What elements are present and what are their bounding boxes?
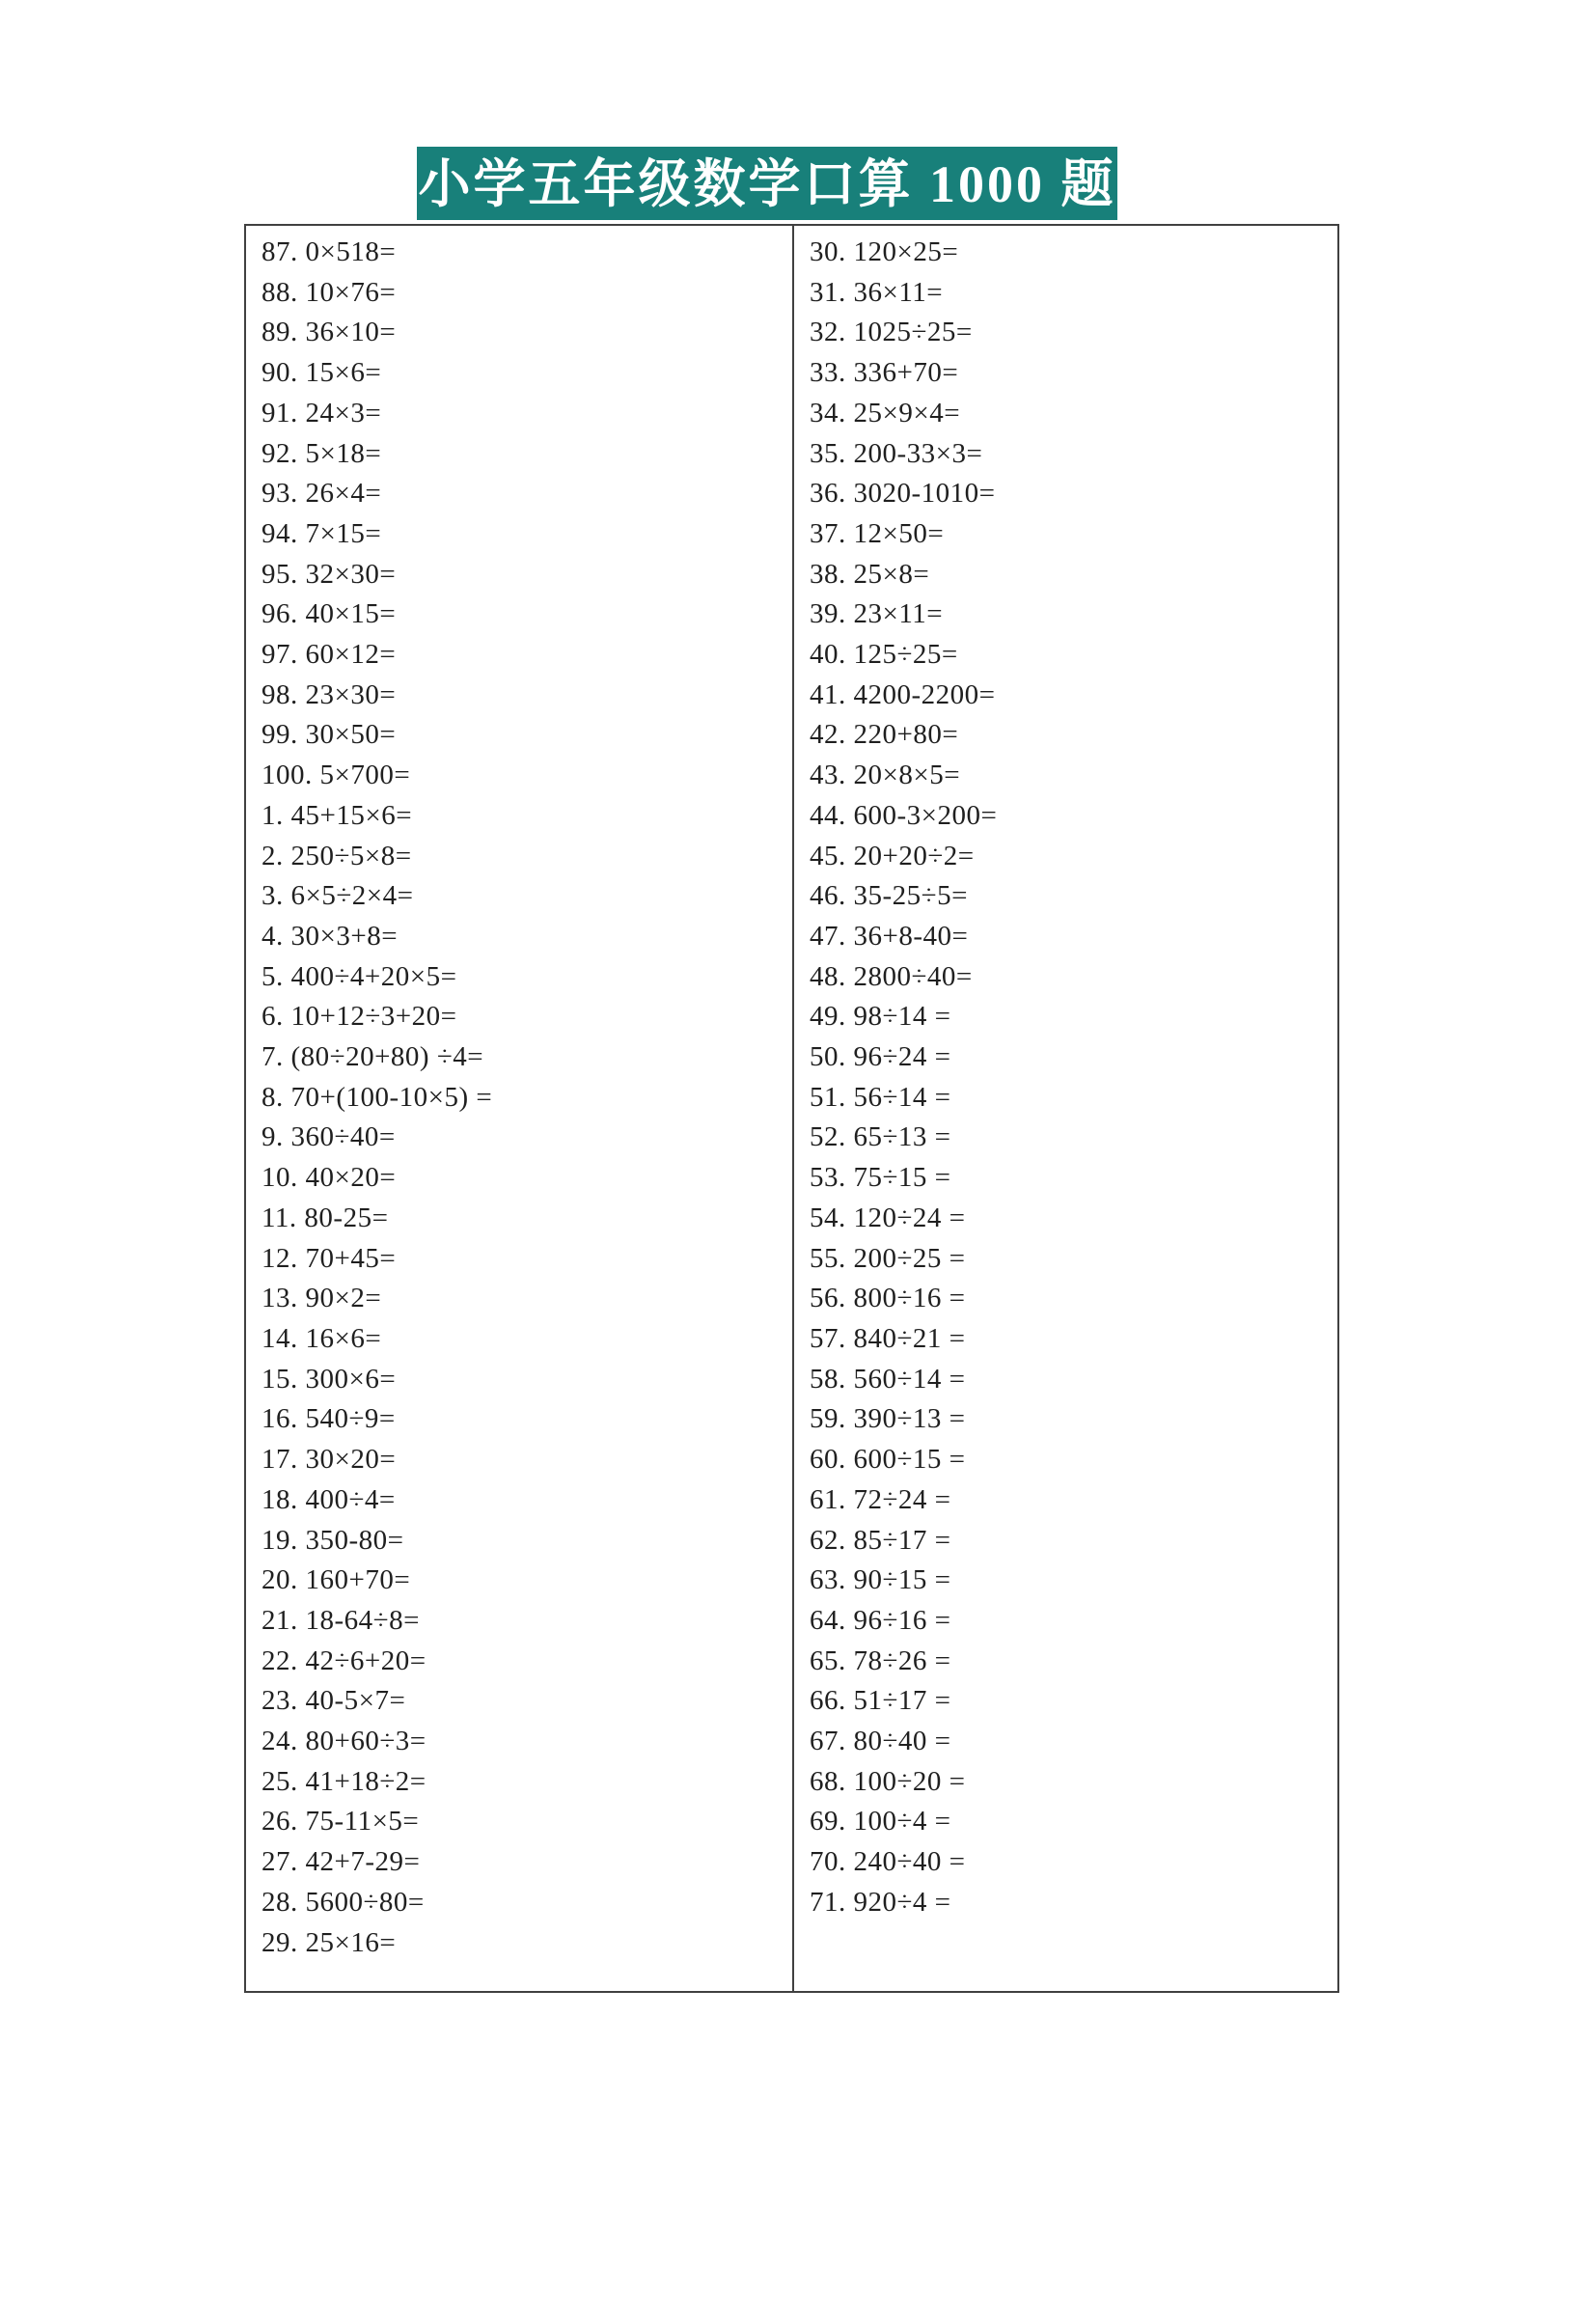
problem-item: 50. 96÷24 = — [810, 1041, 951, 1073]
problem-item: 16. 540÷9= — [261, 1403, 396, 1435]
problem-item: 71. 920÷4 = — [810, 1886, 951, 1918]
problem-item: 89. 36×10= — [261, 317, 397, 348]
problem-column-right — [792, 226, 1337, 1991]
problem-item: 56. 800÷16 = — [810, 1283, 966, 1314]
problem-item: 5. 400÷4+20×5= — [261, 960, 457, 992]
problem-item: 55. 200÷25 = — [810, 1242, 966, 1274]
problem-item: 28. 5600÷80= — [261, 1886, 425, 1918]
problem-item: 88. 10×76= — [261, 276, 397, 308]
problem-item: 23. 40-5×7= — [261, 1685, 406, 1717]
problem-item: 61. 72÷24 = — [810, 1483, 951, 1515]
problem-item: 91. 24×3= — [261, 397, 382, 428]
problem-item: 9. 360÷40= — [261, 1121, 396, 1153]
problem-item: 45. 20+20÷2= — [810, 840, 975, 871]
problem-item: 3. 6×5÷2×4= — [261, 880, 414, 912]
problem-item: 87. 0×518= — [261, 236, 397, 267]
problem-item: 10. 40×20= — [261, 1162, 397, 1194]
problem-item: 25. 41+18÷2= — [261, 1765, 427, 1797]
problem-item: 57. 840÷21 = — [810, 1322, 966, 1354]
problem-item: 12. 70+45= — [261, 1242, 397, 1274]
problem-item: 63. 90÷15 = — [810, 1564, 951, 1596]
problem-item: 47. 36+8-40= — [810, 920, 969, 952]
problem-item: 65. 78÷26 = — [810, 1644, 951, 1676]
problem-item: 32. 1025÷25= — [810, 317, 973, 348]
problem-item: 31. 36×11= — [810, 276, 944, 308]
problem-item: 93. 26×4= — [261, 478, 382, 510]
problem-item: 26. 75-11×5= — [261, 1806, 420, 1837]
problem-item: 38. 25×8= — [810, 558, 930, 590]
problem-item: 98. 23×30= — [261, 678, 397, 710]
problem-item: 11. 80-25= — [261, 1202, 389, 1233]
problem-item: 60. 600÷15 = — [810, 1444, 966, 1476]
problem-item: 6. 10+12÷3+20= — [261, 1001, 457, 1033]
problem-item: 43. 20×8×5= — [810, 760, 961, 791]
problem-item: 66. 51÷17 = — [810, 1685, 951, 1717]
problem-item: 37. 12×50= — [810, 517, 945, 549]
problem-item: 27. 42+7-29= — [261, 1846, 421, 1878]
problem-table — [244, 224, 1339, 1993]
page-title: 小学五年级数学口算 1000 题 — [417, 147, 1117, 220]
problem-item: 48. 2800÷40= — [810, 960, 973, 992]
problem-item: 58. 560÷14 = — [810, 1363, 966, 1395]
problem-item: 8. 70+(100-10×5) = — [261, 1081, 493, 1113]
problem-item: 46. 35-25÷5= — [810, 880, 968, 912]
problem-item: 95. 32×30= — [261, 558, 397, 590]
problem-item: 70. 240÷40 = — [810, 1846, 966, 1878]
problem-item: 49. 98÷14 = — [810, 1001, 951, 1033]
problem-item: 41. 4200-2200= — [810, 678, 996, 710]
problem-item: 42. 220+80= — [810, 719, 959, 751]
problem-item: 20. 160+70= — [261, 1564, 411, 1596]
problem-item: 94. 7×15= — [261, 517, 382, 549]
problem-item: 100. 5×700= — [261, 760, 411, 791]
problem-item: 90. 15×6= — [261, 357, 382, 389]
problem-item: 59. 390÷13 = — [810, 1403, 966, 1435]
problem-item: 19. 350-80= — [261, 1524, 404, 1556]
problem-item: 68. 100÷20 = — [810, 1765, 966, 1797]
problem-item: 29. 25×16= — [261, 1926, 397, 1958]
problem-item: 67. 80÷40 = — [810, 1726, 951, 1757]
problem-item: 39. 23×11= — [810, 598, 944, 630]
problem-item: 1. 45+15×6= — [261, 799, 413, 831]
problem-item: 2. 250÷5×8= — [261, 840, 412, 871]
problem-item: 97. 60×12= — [261, 639, 397, 671]
problem-item: 7. (80÷20+80) ÷4= — [261, 1041, 484, 1073]
problem-item: 17. 30×20= — [261, 1444, 397, 1476]
problem-item: 4. 30×3+8= — [261, 920, 399, 952]
problem-item: 24. 80+60÷3= — [261, 1726, 427, 1757]
problem-item: 53. 75÷15 = — [810, 1162, 951, 1194]
problem-item: 69. 100÷4 = — [810, 1806, 951, 1837]
problem-item: 62. 85÷17 = — [810, 1524, 951, 1556]
problem-item: 52. 65÷13 = — [810, 1121, 951, 1153]
problem-item: 14. 16×6= — [261, 1322, 382, 1354]
problem-item: 13. 90×2= — [261, 1283, 382, 1314]
problem-item: 35. 200-33×3= — [810, 437, 983, 469]
problem-item: 30. 120×25= — [810, 236, 959, 267]
problem-item: 44. 600-3×200= — [810, 799, 998, 831]
problem-item: 40. 125÷25= — [810, 639, 958, 671]
problem-item: 34. 25×9×4= — [810, 397, 961, 428]
problem-item: 54. 120÷24 = — [810, 1202, 966, 1233]
problem-item: 99. 30×50= — [261, 719, 397, 751]
problem-item: 21. 18-64÷8= — [261, 1604, 420, 1636]
problem-column-left — [246, 226, 792, 1991]
problem-item: 36. 3020-1010= — [810, 478, 996, 510]
problem-item: 15. 300×6= — [261, 1363, 397, 1395]
problem-item: 96. 40×15= — [261, 598, 397, 630]
problem-item: 51. 56÷14 = — [810, 1081, 951, 1113]
problem-item: 64. 96÷16 = — [810, 1604, 951, 1636]
problem-item: 22. 42÷6+20= — [261, 1644, 427, 1676]
problem-item: 92. 5×18= — [261, 437, 382, 469]
problem-item: 18. 400÷4= — [261, 1483, 396, 1515]
problem-item: 33. 336+70= — [810, 357, 959, 389]
